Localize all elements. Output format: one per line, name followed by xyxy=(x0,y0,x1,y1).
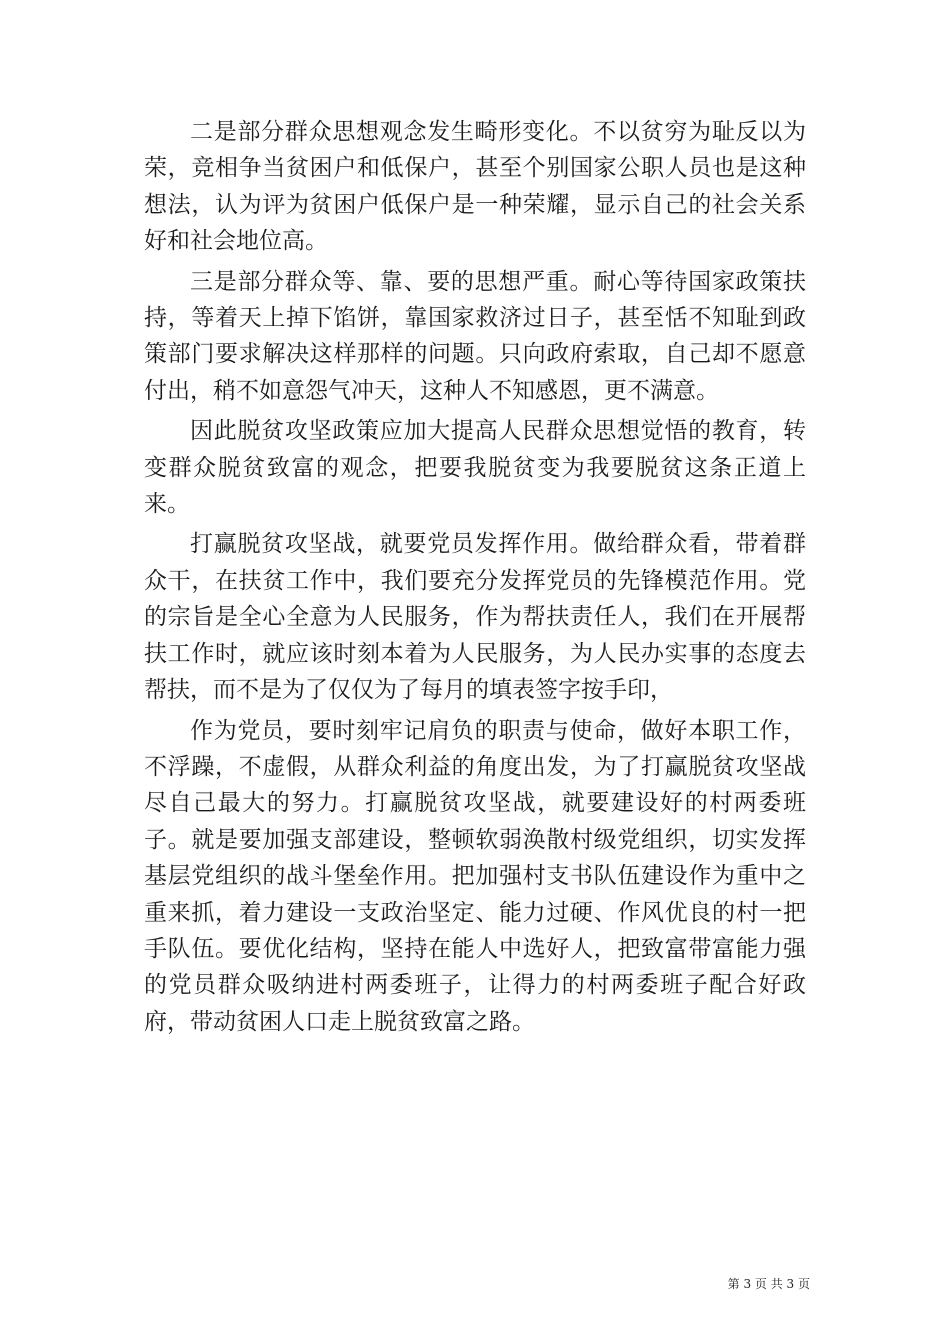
paragraph-4: 打赢脱贫攻坚战，就要党员发挥作用。做给群众看，带着群众干，在扶贫工作中，我们要充分发挥党员的先锋模范作用。党的宗旨是全心全意为人民服务，作为帮扶责任人，我们在开展帮扶工作时，就应该时刻本着为人民服务，为人民办实事的态度去帮扶，而不是为了仅仅为了每月的填表签字按手印， xyxy=(144,531,806,704)
paragraph-1: 二是部分群众思想观念发生畸形变化。不以贫穷为耻反以为荣，竞相争当贫困户和低保户，甚至个别国家公职人员也是这种想法，认为评为贫困户低保户是一种荣耀，显示自己的社会关系好和社会地位高。 xyxy=(144,119,806,255)
paragraph-2: 三是部分群众等、靠、要的思想严重。耐心等待国家政策扶持，等着天上掉下馅饼，靠国家救济过日子，甚至恬不知耻到政策部门要求解决这样那样的问题。只向政府索取，自己却不愿意付出，稍不如意怨气冲天，这种人不知感恩，更不满意。 xyxy=(144,268,806,404)
document-body xyxy=(144,114,806,1040)
paragraph-3: 因此脱贫攻坚政策应加大提高人民群众思想觉悟的教育，转变群众脱贫致富的观念，把要我脱贫变为我要脱贫这条正道上来。 xyxy=(144,418,806,518)
paragraph-5: 作为党员，要时刻牢记肩负的职责与使命，做好本职工作，不浮躁，不虚假，从群众利益的角度出发，为了打赢脱贫攻坚战尽自己最大的努力。打赢脱贫攻坚战，就要建设好的村两委班子。就是要加强支部建设，整顿软弱涣散村级党组织，切实发挥基层党组织的战斗堡垒作用。把加强村支书队伍建设作为重中之重来抓，着力建设一支政治坚定、能力过硬、作风优良的村一把手队伍。要优化结构，坚持在能人中选好人，把致富带富能力强的党员群众吸纳进村两委班子，让得力的村两委班子配合好政府，带动贫困人口走上脱贫致富之路。 xyxy=(144,717,806,1035)
page-number-footer: 第 3 页 共 3 页 xyxy=(727,1277,810,1291)
